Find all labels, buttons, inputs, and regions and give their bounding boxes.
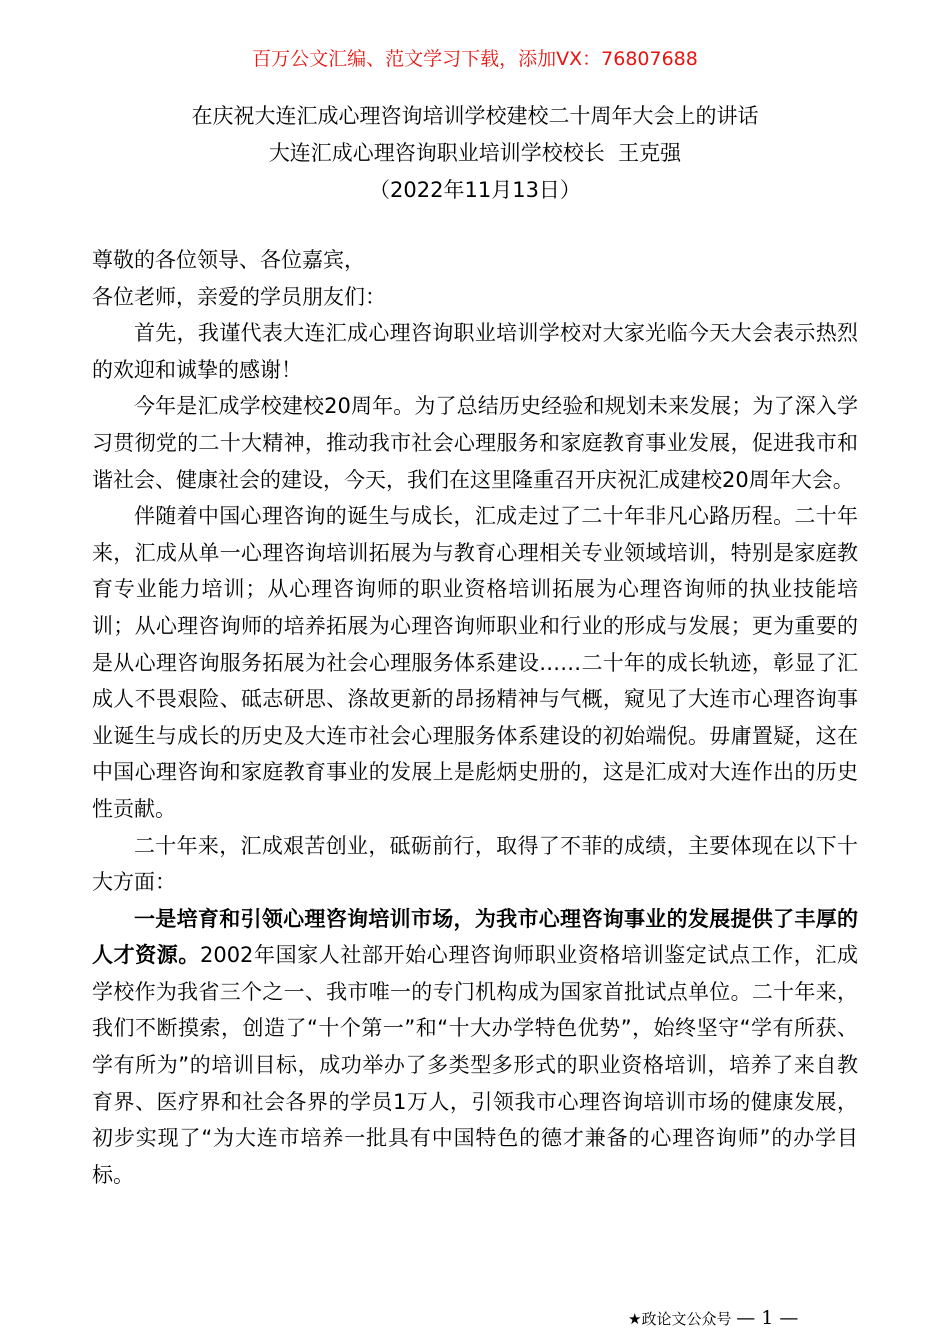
speaker-line: 大连汇成心理咨询职业培训学校校长 王克强 bbox=[268, 141, 682, 165]
title-block bbox=[0, 98, 950, 209]
header-banner: 百万公文汇编、范文学习下载，添加VX：76807688 bbox=[252, 48, 698, 70]
paragraph-4: 二十年来，汇成艰苦创业，砥砺前行，取得了不菲的成绩，主要体现在以下十大方面： bbox=[92, 833, 858, 895]
salutation-line-1: 尊敬的各位领导、各位嘉宾， bbox=[92, 248, 365, 272]
page-number: — 1 — bbox=[736, 1307, 799, 1329]
speech-title: 在庆祝大连汇成心理咨询培训学校建校二十周年大会上的讲话 bbox=[191, 104, 759, 128]
paragraph-1: 首先，我谨代表大连汇成心理咨询职业培训学校对大家光临今天大会表示热烈的欢迎和诚挚的感谢！ bbox=[92, 321, 858, 382]
speech-date: （2022年11月13日） bbox=[369, 178, 581, 202]
salutation-line-2: 各位老师，亲爱的学员朋友们： bbox=[92, 284, 386, 309]
speech-body bbox=[92, 242, 858, 1193]
paragraph-5-heading: 一是培育和引领心理咨询培训市场，为我市心理咨询事业的发展提供了丰厚的人才资源。 bbox=[92, 906, 858, 968]
paragraph-5-text: 2002年国家人社部开始心理咨询师职业资格培训鉴定试点工作，汇成学校作为我省三个之一、我市唯一的专门机构成为国家首批试点单位。二十年来，我们不断摸索，创造了“十个第一”和“十大办学特色优势”，始终坚守“学有所获、学有所为”的培训目标，成功举办了多类型多形式的职业资格培训，培养了来自教育界、医疗界和社会各界的学员1万人，引领我市心理咨询培训市场的健康发展，初步实现了“为大连市培养一批具有中国特色的德才兼备的心理咨询师”的办学目标。 bbox=[92, 943, 858, 1187]
paragraph-3: 伴随着中国心理咨询的诞生与成长，汇成走过了二十年非凡心路历程。二十年来，汇成从单一心理咨询培训拓展为与教育心理相关专业领域培训，特别是家庭教育专业能力培训；从心理咨询师的职业资格培训拓展为心理咨询师的执业技能培训；从心理咨询师的培养拓展为心理咨询师职业和行业的形成与发展；更为重要的是从心理咨询服务拓展为社会心理服务体系建设……二十年的成长轨迹，彰显了汇成人不畏艰险、砥志研思、涤故更新的昂扬精神与气概，窥见了大连市心理咨询事业诞生与成长的历史及大连市社会心理服务体系建设的初始端倪。毋庸置疑，这在中国心理咨询和家庭教育事业的发展上是彪炳史册的，这是汇成对大连作出的历史性贡献。 bbox=[92, 504, 858, 821]
page-footer bbox=[628, 1308, 868, 1329]
paragraph-2: 今年是汇成学校建校20周年。为了总结历史经验和规划未来发展；为了深入学习贯彻党的二十大精神，推动我市社会心理服务和家庭教育事业发展，促进我市和谐社会、健康社会的建设，今天，我们在这里隆重召开庆祝汇成建校20周年大会。 bbox=[92, 394, 858, 492]
paragraph-5 bbox=[92, 901, 858, 1194]
footer-source: ★政论文公众号 bbox=[628, 1310, 732, 1328]
